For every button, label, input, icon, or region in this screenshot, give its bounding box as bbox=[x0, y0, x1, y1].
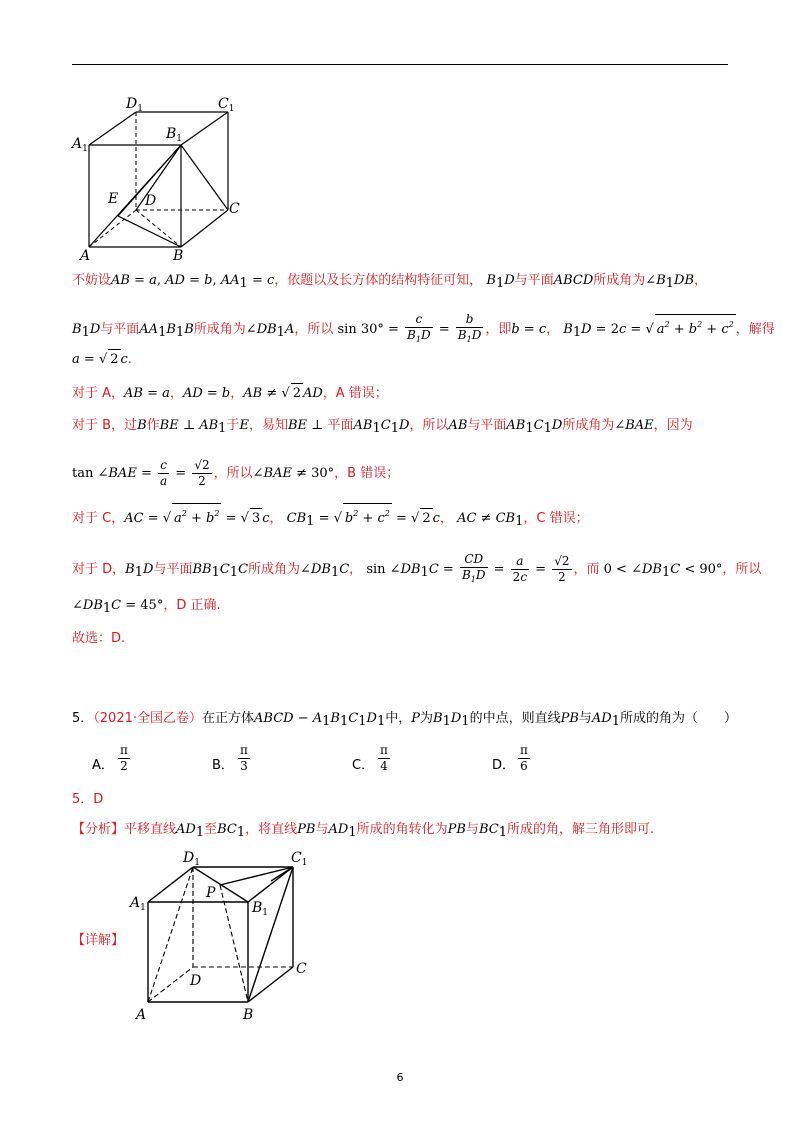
option-c-analysis: 对于 C，AC = √ $a^2 + b^2$ = √ 3 c， $CB_1$ = √ $b^2 + c^2$ = √ 2 c， AC ≠ $CB_1$，C 错误； bbox=[72, 503, 589, 532]
cube-figure-2 bbox=[128, 845, 328, 1025]
label-d: D bbox=[145, 193, 157, 209]
label-a: A bbox=[136, 1007, 147, 1023]
solution-line-2: $B_1D$与平面$AA_1B_1B$所成角为$\angle DB_1A$，所以 sin 30° = $\frac{c}{B_1D}$ = $\frac{b}{B_1D}$ ，即b = c， $B_1D = 2c$ = √ $a^2 + b^2 + c^2$ ，解得 bbox=[72, 312, 775, 347]
answer-5: 5．D bbox=[72, 792, 104, 807]
page-number: 6 bbox=[396, 1071, 404, 1084]
detail-tag: 【详解】 bbox=[72, 933, 125, 948]
label-a1: $A_1$ bbox=[72, 136, 88, 154]
option-d-analysis-2: $\angle DB_1C = 45^\circ$，D 正确. bbox=[72, 598, 221, 616]
option-b-analysis: 对于 B，过B作BE ⊥ $AB_1$于E，易知BE ⊥ 平面$AB_1C_1D$，所以AB与平面$AB_1C_1D$所成角为∠BAE，因为 bbox=[72, 418, 693, 436]
label-e: E bbox=[108, 191, 119, 207]
question-5: 5．（2021·全国乙卷）在正方体ABCD − $A_1B_1C_1D_1$中，P为$B_1D_1$的中点，则直线PB与$AD_1$所成的角为（ ） bbox=[72, 711, 738, 729]
label-c: C bbox=[296, 961, 307, 977]
solution-line-3: a = √ 2 c. bbox=[72, 349, 132, 370]
solution-choice: 故选：D. bbox=[72, 631, 126, 646]
option-d-analysis: 对于 D，$B_1D$与平面$BB_1C_1C$所成角为$\angle DB_1C$， $\sin \angle DB_1C$ = $\frac{CD}{B_1D}$ = $\frac{a}{2c}$ = $\frac{√2}{2}$ ，而 $0 < \angle DB_1C < 90^\circ$，所以 bbox=[72, 552, 761, 587]
label-d1: $D_1$ bbox=[183, 850, 200, 868]
label-a: A bbox=[80, 248, 91, 264]
analysis-5: 【分析】平移直线$AD_1$至$BC_1$，将直线PB与$AD_1$所成的角转化为PB与$BC_1$所成的角，解三角形即可. bbox=[72, 822, 655, 840]
label-c1: $C_1$ bbox=[291, 850, 308, 868]
label-c: C bbox=[229, 201, 240, 217]
option-a-analysis: 对于 A，AB = a，AD = b，AB ≠ √ 2 AD，A 错误； bbox=[72, 383, 388, 404]
label-d1: $D_1$ bbox=[126, 96, 143, 114]
label-d: D bbox=[190, 973, 202, 989]
label-b: B bbox=[173, 248, 184, 264]
label-b: B bbox=[243, 1007, 254, 1023]
label-p: P bbox=[206, 885, 216, 901]
solution-line-1: 不妨设AB = a, AD = b, $AA_1 = c$，依题以及长方体的结构特征可知， $B_1D$与平面ABCD所成角为$\angle B_1DB$， bbox=[72, 273, 708, 291]
label-b1: $B_1$ bbox=[252, 900, 269, 918]
label-c1: $C_1$ bbox=[218, 96, 235, 114]
label-a1: $A_1$ bbox=[130, 895, 146, 913]
header-rule bbox=[72, 64, 728, 65]
option-b-analysis-2: tan ∠BAE = $\frac{c}{a}$ = $\frac{√2}{2}$ ，所以∠BAE ≠ 30°，B 错误； bbox=[72, 458, 400, 488]
label-b1: $B_1$ bbox=[166, 126, 183, 144]
cuboid-figure-1 bbox=[66, 92, 256, 264]
